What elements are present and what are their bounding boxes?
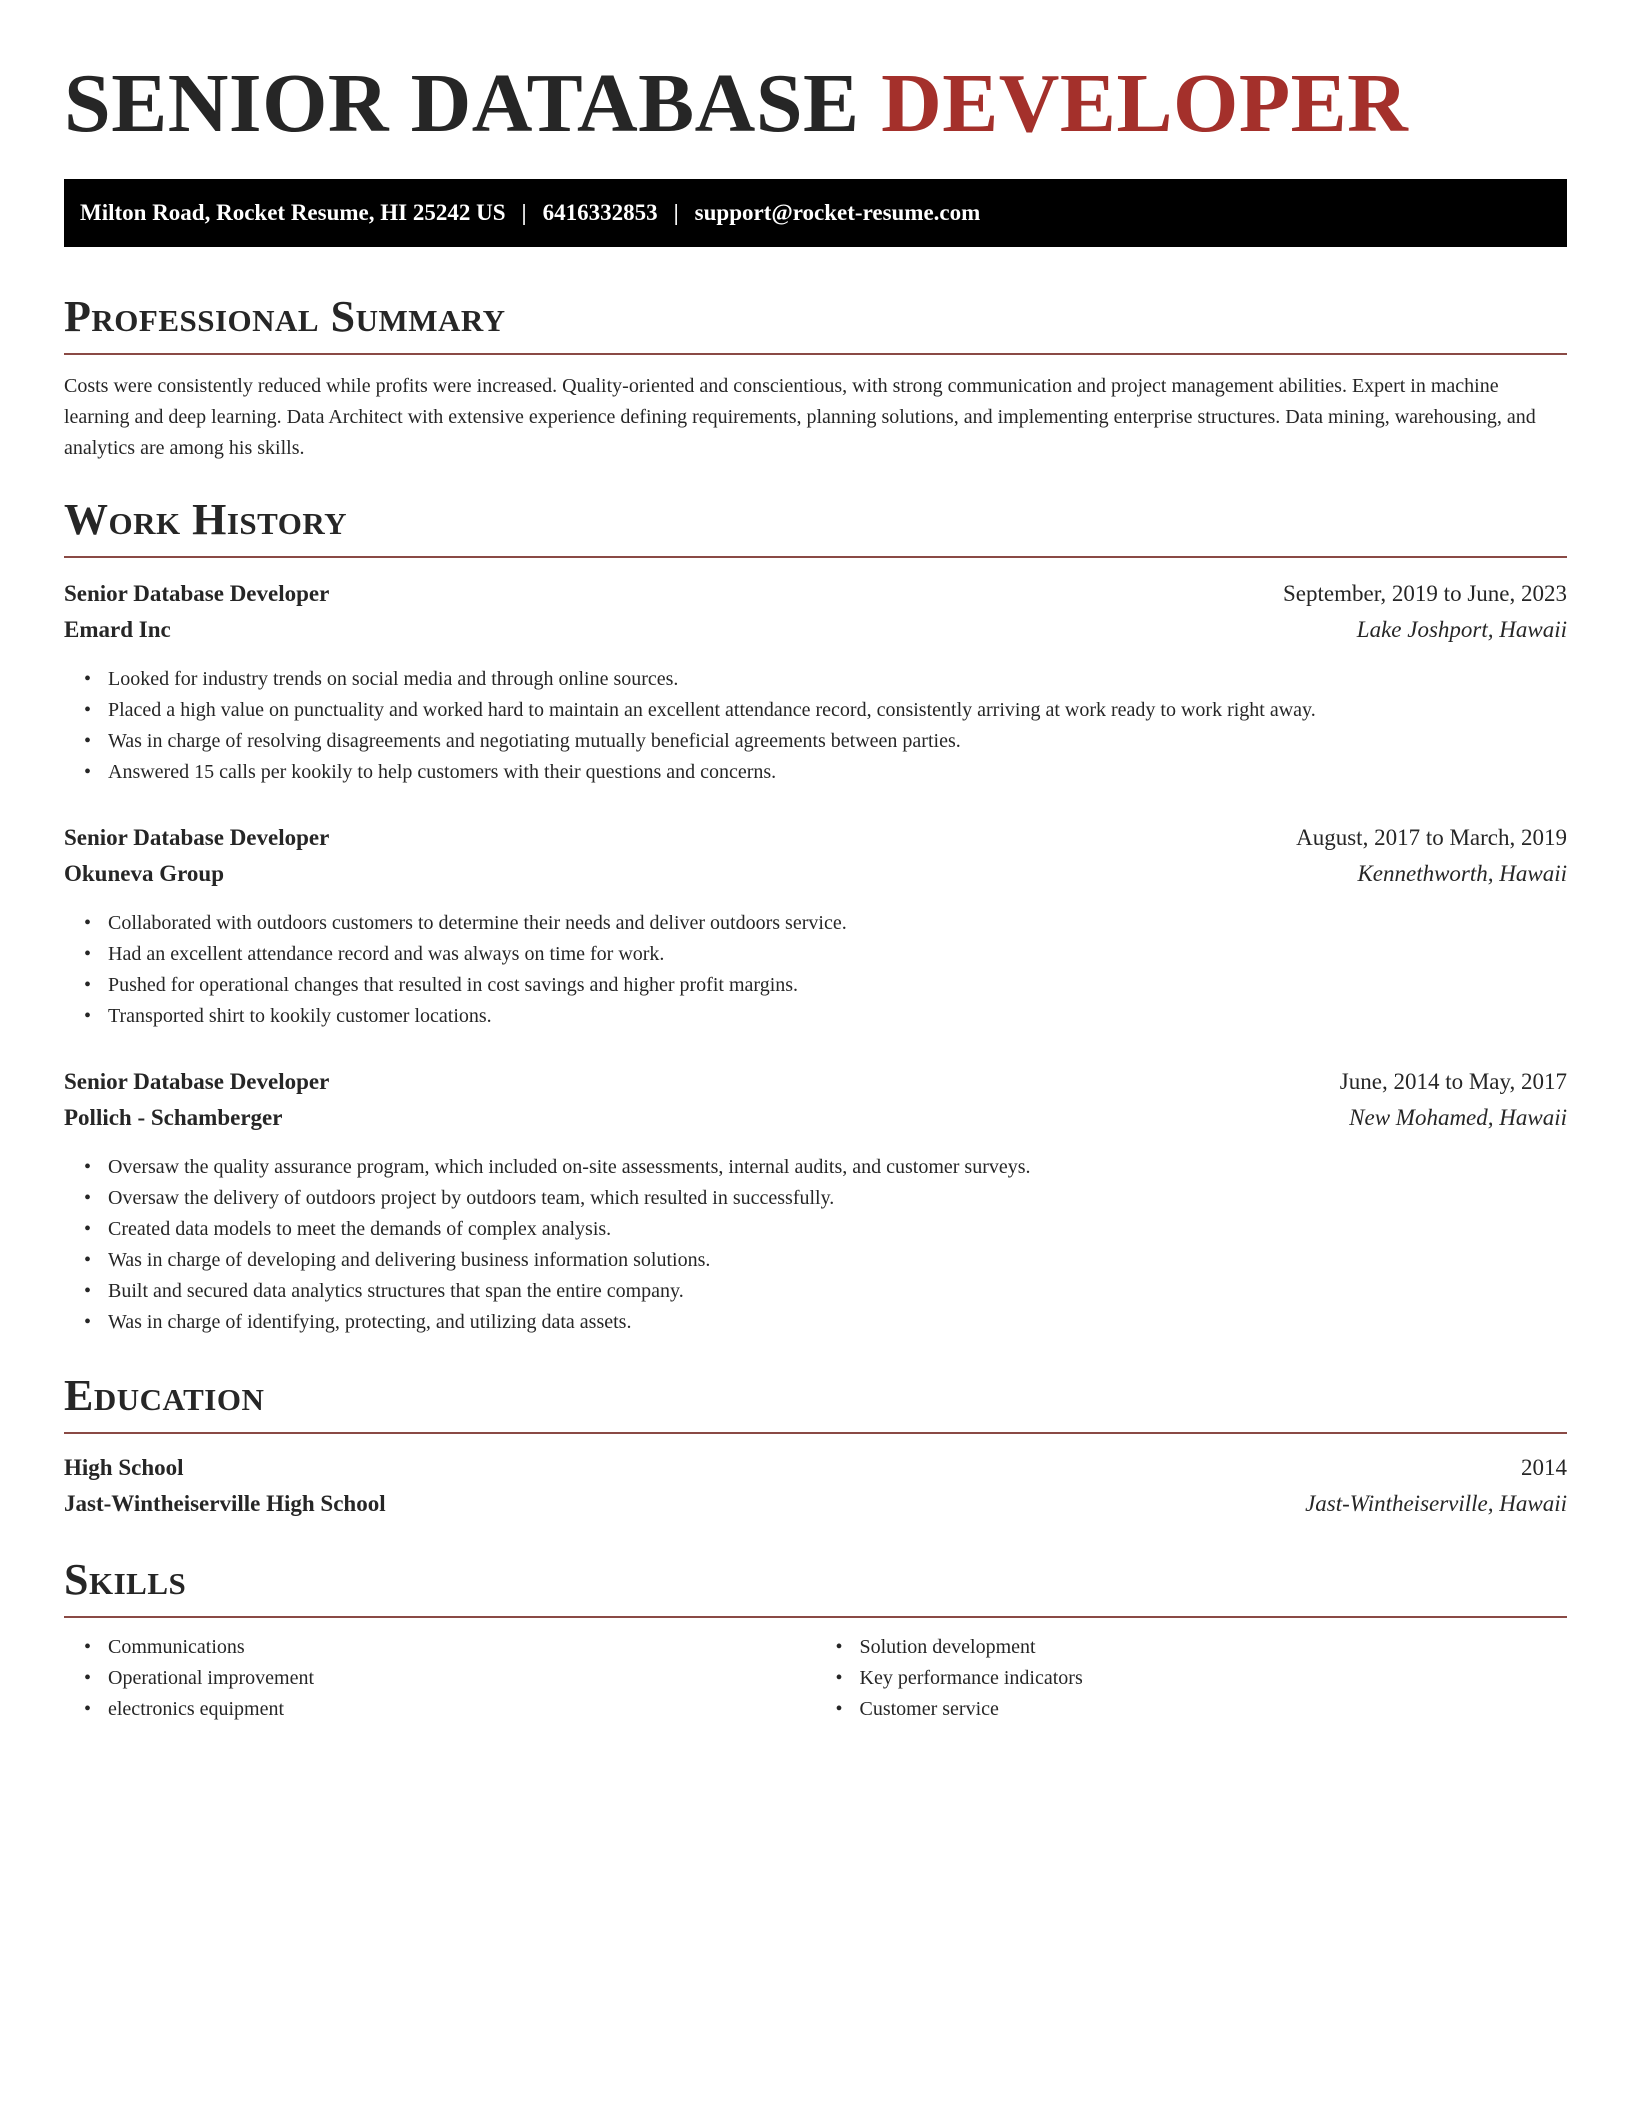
- job-dates: September, 2019 to June, 2023: [1283, 581, 1567, 606]
- education-location: Jast-Wintheiserville, Hawaii: [1305, 1491, 1567, 1516]
- skill-item: • Key performance indicators: [860, 1663, 1568, 1694]
- section-divider: [64, 1616, 1567, 1618]
- section-title-work: Work History: [64, 495, 348, 544]
- skill-item: • Customer service: [860, 1694, 1568, 1725]
- list-item: • Built and secured data analytics structures that span the entire company.: [108, 1276, 1567, 1307]
- job-location: New Mohamed, Hawaii: [1349, 1105, 1567, 1130]
- contact-bar: [64, 179, 1567, 247]
- list-item: • Was in charge of resolving disagreements and negotiating mutually beneficial agreements between parties.: [108, 726, 1567, 757]
- job-bullets: [64, 1152, 1567, 1338]
- contact-email: support@rocket-resume.com: [694, 200, 981, 225]
- section-title-summary: Professional Summary: [64, 292, 506, 341]
- list-item: • Answered 15 calls per kookily to help customers with their questions and concerns.: [108, 757, 1567, 788]
- job-company: Pollich - Schamberger: [64, 1105, 283, 1130]
- list-item: • Created data models to meet the demands of complex analysis.: [108, 1214, 1567, 1245]
- job-entry: [64, 1064, 1567, 1338]
- job-location: Kennethworth, Hawaii: [1357, 861, 1567, 886]
- education-section: [64, 1368, 1567, 1522]
- list-item: • Oversaw the delivery of outdoors project by outdoors team, which resulted in successfully.: [108, 1183, 1567, 1214]
- title-primary: SENIOR DATABASE: [64, 57, 860, 150]
- job-company: Okuneva Group: [64, 861, 224, 886]
- list-item: • Oversaw the quality assurance program, which included on-site assessments, internal audits, and customer surveys.: [108, 1152, 1567, 1183]
- skill-item: • electronics equipment: [108, 1694, 816, 1725]
- skills-column-right: [816, 1632, 1568, 1725]
- contact-phone: 6416332853: [542, 200, 658, 225]
- section-title-skills: Skills: [64, 1555, 187, 1604]
- resume-page: [64, 0, 1567, 1725]
- list-item: • Placed a high value on punctuality and worked hard to maintain an excellent attendance record, consistently arriving at work ready to work right away.: [108, 695, 1567, 726]
- job-dates: August, 2017 to March, 2019: [1296, 825, 1567, 850]
- job-location: Lake Joshport, Hawaii: [1356, 617, 1567, 642]
- job-dates: June, 2014 to May, 2017: [1339, 1069, 1567, 1094]
- job-company: Emard Inc: [64, 617, 171, 642]
- section-divider: [64, 1432, 1567, 1434]
- list-item: • Collaborated with outdoors customers to determine their needs and deliver outdoors service.: [108, 908, 1567, 939]
- summary-text: Costs were consistently reduced while profits were increased. Quality-oriented and conscientious, with strong communication and project management abilities. Expert in machine learning and deep learning. Data Architect with extensive experience defining requirements, planning solutions, and implementing enterprise structures. Data mining, warehousing, and analytics are among his skills.: [64, 375, 1536, 459]
- contact-separator: |: [521, 200, 527, 225]
- section-divider: [64, 353, 1567, 355]
- skill-item: • Operational improvement: [108, 1663, 816, 1694]
- title-accent: DEVELOPER: [881, 57, 1409, 150]
- list-item: • Looked for industry trends on social media and through online sources.: [108, 664, 1567, 695]
- list-item: • Transported shirt to kookily customer locations.: [108, 1001, 1567, 1032]
- list-item: • Was in charge of developing and delivering business information solutions.: [108, 1245, 1567, 1276]
- contact-address: Milton Road, Rocket Resume, HI 25242 US: [80, 200, 506, 225]
- list-item: • Had an excellent attendance record and was always on time for work.: [108, 939, 1567, 970]
- summary-section: [64, 289, 1567, 464]
- education-year: 2014: [1521, 1455, 1567, 1480]
- list-item: • Pushed for operational changes that resulted in cost savings and higher profit margins.: [108, 970, 1567, 1001]
- job-entry: [64, 576, 1567, 788]
- job-role: Senior Database Developer: [64, 581, 330, 606]
- skill-item: • Communications: [108, 1632, 816, 1663]
- contact-separator: |: [673, 200, 679, 225]
- section-title-education: Education: [64, 1371, 265, 1420]
- education-entry: [64, 1450, 1567, 1522]
- education-school: Jast-Wintheiserville High School: [64, 1491, 386, 1516]
- job-role: Senior Database Developer: [64, 825, 330, 850]
- skills-section: [64, 1552, 1567, 1725]
- job-bullets: [64, 908, 1567, 1032]
- list-item: • Was in charge of identifying, protecting, and utilizing data assets.: [108, 1307, 1567, 1338]
- skill-item: • Solution development: [860, 1632, 1568, 1663]
- job-bullets: [64, 664, 1567, 788]
- job-entry: [64, 820, 1567, 1032]
- section-divider: [64, 556, 1567, 558]
- skills-grid: [64, 1632, 1567, 1725]
- education-degree: High School: [64, 1455, 184, 1480]
- skills-column-left: [64, 1632, 816, 1725]
- resume-title: [64, 0, 1567, 152]
- work-history-section: [64, 492, 1567, 1338]
- job-role: Senior Database Developer: [64, 1069, 330, 1094]
